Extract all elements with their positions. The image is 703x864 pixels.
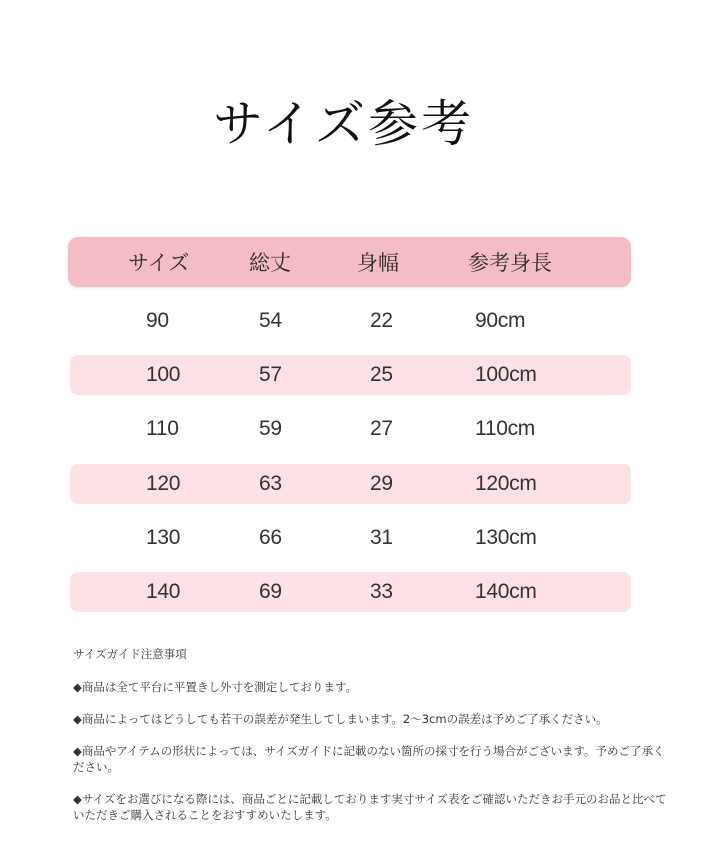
table-row: [70, 464, 631, 504]
table-row: [70, 409, 631, 449]
cell-height: 110cm: [475, 417, 535, 440]
cell-size: 130: [146, 526, 181, 549]
cell-height: 130cm: [475, 526, 537, 549]
cell-length: 59: [259, 417, 282, 440]
note-item: ◆サイズをお選びになる際には、商品ごとに記載しております実寸サイズ表をご確認いただきお手元のお品と比べていただきご購入されることをおすすめいたします。: [73, 792, 667, 822]
cell-size: 140: [146, 580, 181, 603]
header-width: 身幅: [357, 251, 399, 275]
size-table-header: [68, 237, 631, 287]
cell-height: 120cm: [475, 472, 537, 495]
cell-length: 66: [259, 526, 282, 549]
cell-size: 110: [146, 417, 179, 440]
note-item: ◆商品は全て平台に平置きし外寸を測定しております。: [73, 680, 357, 694]
header-height: 参考身長: [468, 251, 552, 275]
cell-length: 69: [259, 580, 282, 603]
cell-height: 90cm: [475, 309, 526, 332]
cell-width: 31: [370, 526, 393, 549]
cell-width: 27: [370, 417, 393, 440]
table-row: [70, 301, 631, 341]
notes-heading: サイズガイド注意事項: [73, 647, 187, 661]
header-size: サイズ: [128, 251, 190, 275]
page-title: サイズ参考: [213, 95, 474, 153]
cell-height: 100cm: [475, 363, 537, 386]
cell-height: 140cm: [475, 580, 537, 603]
cell-length: 63: [259, 472, 282, 495]
cell-size: 120: [146, 472, 181, 495]
note-item: ◆商品によってはどうしても若干の誤差が発生してしまいます。2～3cmの誤差は予めご了承ください。: [73, 712, 608, 726]
size-guide-notes: [73, 646, 673, 839]
header-length: 総丈: [249, 251, 291, 275]
cell-width: 25: [370, 363, 393, 386]
cell-length: 57: [259, 363, 282, 386]
note-item: ◆商品やアイテムの形状によっては、サイズガイドに記載のない箇所の採寸を行う場合がございます。予めご了承ください。: [73, 744, 665, 774]
table-row: [70, 518, 631, 558]
cell-size: 100: [146, 363, 181, 386]
cell-width: 33: [370, 580, 393, 603]
cell-size: 90: [146, 309, 169, 332]
table-row: [70, 572, 631, 612]
cell-length: 54: [259, 309, 282, 332]
table-row: [70, 355, 631, 395]
cell-width: 22: [370, 309, 393, 332]
cell-width: 29: [370, 472, 393, 495]
